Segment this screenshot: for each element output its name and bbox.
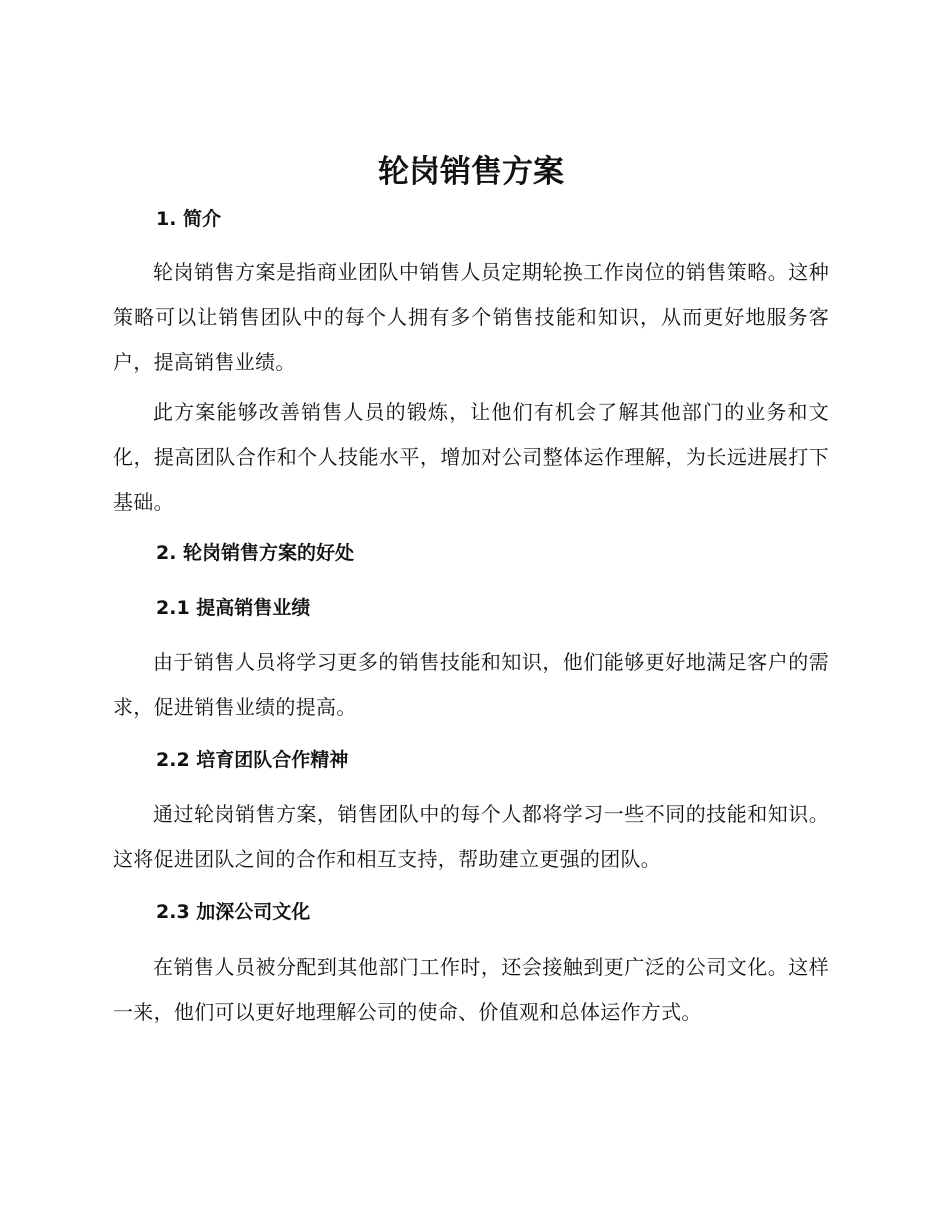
subsection-heading-teamwork: 2.2 培育团队合作精神: [156, 749, 349, 771]
intro-paragraph-2: 此方案能够改善销售人员的锻炼，让他们有机会了解其他部门的业务和文化，提高团队合作和个人技能水平，增加对公司整体运作理解，为长远进展打下基础。: [113, 400, 829, 514]
section-heading-intro: 1. 简介: [156, 208, 222, 230]
subsection-heading-culture: 2.3 加深公司文化: [156, 901, 311, 923]
culture-paragraph: 在销售人员被分配到其他部门工作时，还会接触到更广泛的公司文化。这样一来，他们可以更好地理解公司的使命、价值观和总体运作方式。: [113, 955, 829, 1024]
intro-paragraph-1: 轮岗销售方案是指商业团队中销售人员定期轮换工作岗位的销售策略。这种策略可以让销售团队中的每个人拥有多个销售技能和知识，从而更好地服务客户，提高销售业绩。: [113, 260, 829, 374]
teamwork-paragraph: 通过轮岗销售方案，销售团队中的每个人都将学习一些不同的技能和知识。这将促进团队之间的合作和相互支持，帮助建立更强的团队。: [113, 802, 829, 871]
document-title: 轮岗销售方案: [378, 154, 564, 190]
section-heading-benefits: 2. 轮岗销售方案的好处: [156, 542, 355, 564]
subsection-heading-sales: 2.1 提高销售业绩: [156, 597, 311, 619]
sales-paragraph: 由于销售人员将学习更多的销售技能和知识，他们能够更好地满足客户的需求，促进销售业绩的提高。: [113, 650, 829, 719]
